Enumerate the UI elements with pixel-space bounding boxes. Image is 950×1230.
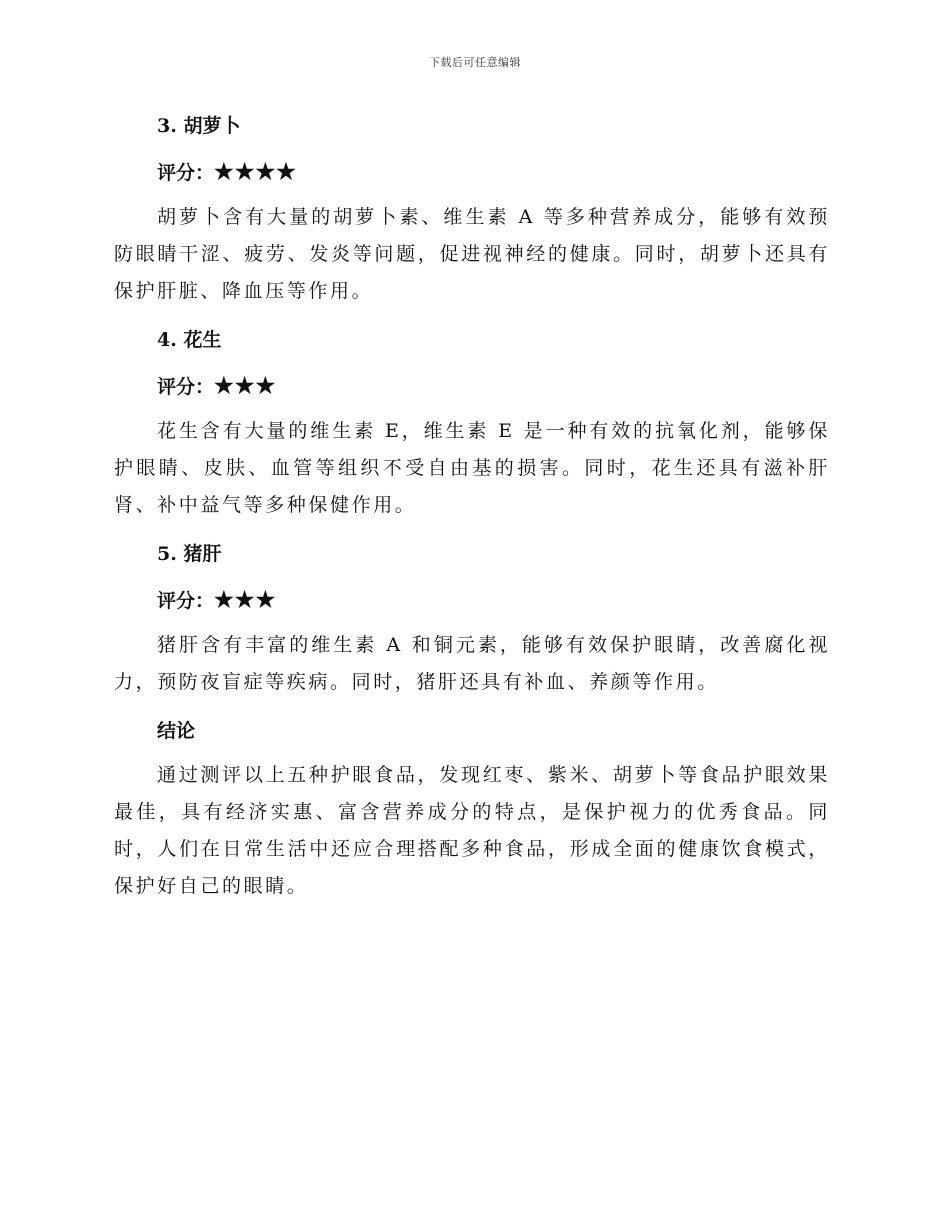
section-paragraph: 花生含有大量的维生素 E，维生素 E 是一种有效的抗氧化剂，能够保护眼睛、皮肤、血管等组织不受自由基的损害。同时，花生还具有滋补肝肾、补中益气等多种保健作用。 [114, 420, 830, 516]
section-pork-liver [114, 538, 830, 701]
section-heading: 3. 胡萝卜 [157, 115, 241, 137]
section-heading: 4. 花生 [157, 329, 222, 351]
rating-label: 评分： [157, 590, 215, 612]
star-rating-icon: ★★★★ [214, 159, 297, 185]
section-paragraph: 胡萝卜含有大量的胡萝卜素、维生素 A 等多种营养成分，能够有效预防眼睛干涩、疲劳、发炎等问题，促进视神经的健康。同时，胡萝卜还具有保护肝脏、降血压等作用。 [114, 206, 830, 302]
star-rating-icon: ★★★ [214, 587, 277, 613]
rating-label: 评分： [157, 376, 215, 398]
rating-line [157, 156, 830, 189]
section-conclusion [114, 715, 830, 905]
document-body [114, 110, 830, 919]
section-heading: 5. 猪肝 [157, 543, 222, 565]
section-carrot [114, 110, 830, 310]
conclusion-heading: 结论 [157, 720, 196, 742]
page-header: 下载后可任意编辑 [429, 56, 521, 69]
rating-line [157, 584, 830, 617]
star-rating-icon: ★★★ [214, 373, 277, 399]
rating-line [157, 370, 830, 403]
conclusion-paragraph: 通过测评以上五种护眼食品，发现红枣、紫米、胡萝卜等食品护眼效果最佳，具有经济实惠、富含营养成分的特点，是保护视力的优秀食品。同时，人们在日常生活中还应合理搭配多种食品，形成全面的健康饮食模式，保护好自己的眼睛。 [114, 764, 830, 897]
section-paragraph: 猪肝含有丰富的维生素 A 和铜元素，能够有效保护眼睛，改善腐化视力，预防夜盲症等疾病。同时，猪肝还具有补血、养颜等作用。 [114, 634, 830, 693]
section-peanut [114, 324, 830, 524]
rating-label: 评分： [157, 162, 215, 184]
